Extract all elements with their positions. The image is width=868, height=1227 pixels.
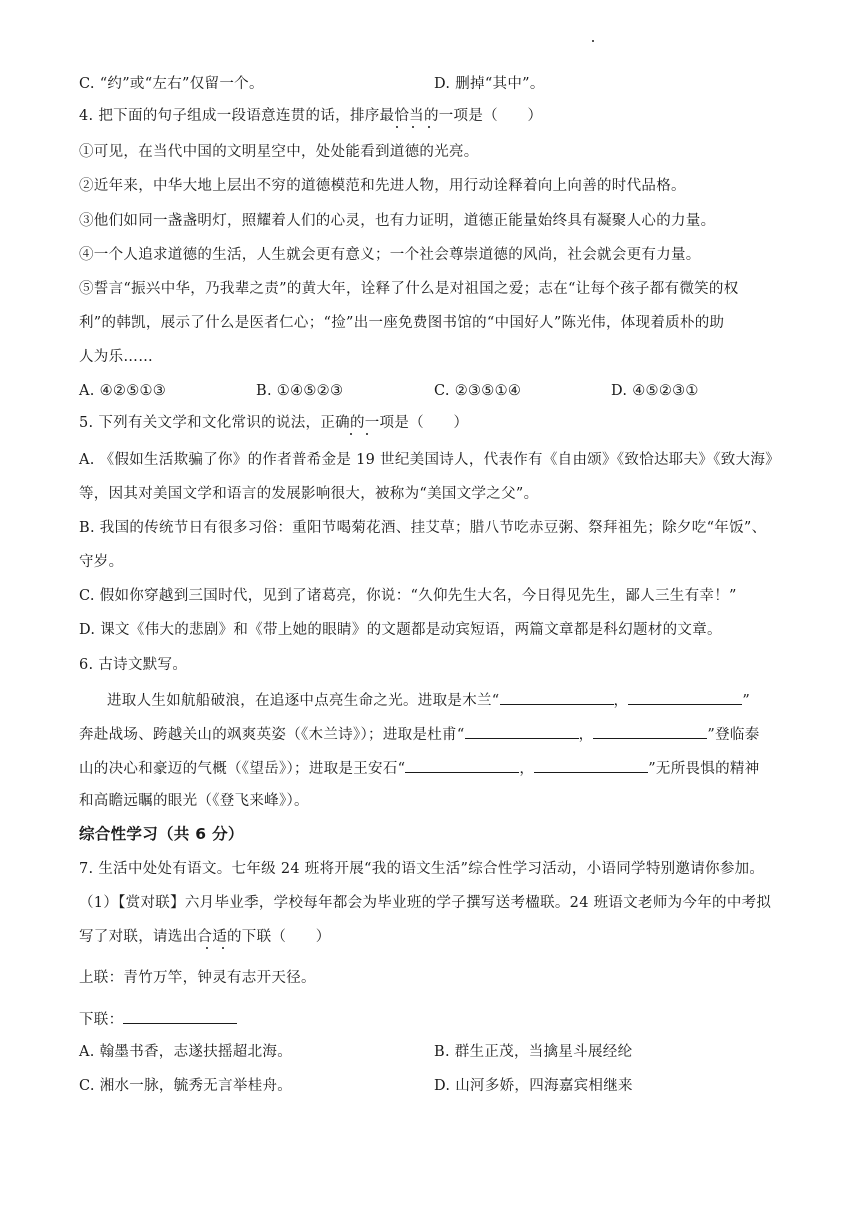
- answer-blank[interactable]: [593, 723, 707, 739]
- emphasis-dot: [396, 126, 398, 128]
- q6-line-2-tail: ”登临泰: [707, 727, 760, 743]
- q5-option-a-line-2: 等，因其对美国文学和语言的发展影响很大，被称为“美国文学之父”。: [79, 486, 539, 502]
- q7-option-d: D. 山河多娇，四海嘉宾相继来: [434, 1078, 633, 1094]
- emphasis-dot: [206, 947, 208, 949]
- comma: ，: [613, 693, 629, 709]
- lower-couplet-line: [79, 1008, 237, 1030]
- emphasis-dot: [412, 126, 414, 128]
- q5-stem: 5. 下列有关文学和文化常识的说法，正确的一项是（ ）: [79, 415, 469, 431]
- q6-line-3-text: 山的决心和豪迈的气概（《望岳》）；进取是王安石“: [79, 761, 406, 777]
- upper-couplet: 上联：青竹万竿，钟灵有志开天径。: [79, 970, 316, 986]
- q3-option-d: D. 删掉“其中”。: [434, 76, 545, 92]
- q4-sentence-3: ③他们如同一盏盏明灯，照耀着人们的心灵，也有力证明，道德正能量始终具有凝聚人心的力量。: [79, 213, 716, 229]
- q4-sentence-2: ②近年来，中华大地上层出不穷的道德模范和先进人物，用行动诠释着向上向善的时代品格。: [79, 178, 686, 194]
- q4-sentence-1: ①可见，在当代中国的文明星空中，处处能看到道德的光亮。: [79, 144, 479, 160]
- q5-option-a-line-1: A. 《假如生活欺骗了你》的作者普希金是 19 世纪美国诗人，代表作有《自由颂》《致恰达耶夫》《致大海》: [79, 452, 780, 468]
- section-heading: 综合性学习（共 6 分）: [79, 825, 244, 843]
- q5-option-d: D. 课文《伟大的悲剧》和《带上她的眼睛》的文题都是动宾短语，两篇文章都是科幻题材的文章。: [79, 622, 722, 638]
- q4-sentence-5-line-2: 利”的韩凯，展示了什么是医者仁心；“捡”出一座免费图书馆的“中国好人”陈光伟，体现着质朴的助: [79, 315, 725, 331]
- close-quote: ”: [742, 693, 751, 709]
- lower-couplet-label: 下联：: [79, 1012, 124, 1028]
- q6-line-1-text: 进取人生如航船破浪，在追逐中点亮生命之光。进取是木兰“: [107, 693, 500, 709]
- q4-stem: 4. 把下面的句子组成一段语意连贯的话，排序最恰当的一项是（ ）: [79, 108, 543, 124]
- q7-option-b: B. 群生正茂，当擒星斗展经纶: [434, 1044, 633, 1060]
- answer-blank[interactable]: [465, 723, 579, 739]
- q7-option-a: A. 翰墨书香，志遂扶摇超北海。: [79, 1044, 292, 1060]
- q6-line-1: [107, 689, 750, 711]
- q7-part1-line-1: （1）【赏对联】六月毕业季，学校每年都会为毕业班的学子撰写送考楹联。24 班语文老师为今年的中考拟: [79, 895, 772, 911]
- q4-sentence-5-line-1: ⑤誓言“振兴中华，乃我辈之责”的黄大年，诠释了什么是对祖国之爱；志在“让每个孩子都有微笑的权: [79, 281, 739, 297]
- q6-line-2-text: 奔赴战场、跨越关山的飒爽英姿（《木兰诗》）；进取是杜甫“: [79, 727, 465, 743]
- q6-line-3-tail: ”无所畏惧的精神: [648, 761, 760, 777]
- q4-option-b: B. ①④⑤②③: [256, 383, 344, 399]
- emphasis-dot: [222, 947, 224, 949]
- q7-stem: 7. 生活中处处有语文。七年级 24 班将开展“我的语文生活”综合性学习活动，小语同学特别邀请你参加。: [79, 861, 765, 877]
- q5-option-b-line-1: B. 我国的传统节日有很多习俗：重阳节喝菊花酒、挂艾草；腊八节吃赤豆粥、祭拜祖先；除夕吃“年饭”、: [79, 520, 767, 536]
- q5-option-c: C. 假如你穿越到三国时代，见到了诸葛亮，你说：“久仰先生大名，今日得见先生，鄙人三生有幸！”: [79, 588, 737, 604]
- q6-stem: 6. 古诗文默写。: [79, 657, 188, 673]
- q3-option-c: C. “约”或“左右”仅留一个。: [79, 76, 264, 92]
- emphasis-dot: [350, 433, 352, 435]
- answer-blank[interactable]: [534, 757, 648, 773]
- q7-part1-line-2: 写了对联，请选出合适的下联（ ）: [79, 929, 331, 945]
- page-mark: [592, 40, 594, 42]
- q4-option-d: D. ④⑤②③①: [611, 383, 699, 399]
- answer-blank[interactable]: [628, 689, 742, 705]
- q5-option-b-line-2: 守岁。: [79, 554, 124, 570]
- q6-line-3: [79, 757, 760, 779]
- q4-sentence-5-line-3: 人为乐……: [79, 349, 153, 365]
- emphasis-dot: [428, 126, 430, 128]
- q4-option-a: A. ④②⑤①③: [79, 383, 167, 399]
- answer-blank[interactable]: [123, 1008, 237, 1024]
- comma: ，: [578, 727, 594, 743]
- emphasis-dot: [366, 433, 368, 435]
- answer-blank[interactable]: [500, 689, 614, 705]
- q4-option-c: C. ②③⑤①④: [434, 383, 522, 399]
- q7-option-c: C. 湘水一脉，毓秀无言举桂舟。: [79, 1078, 293, 1094]
- q6-line-4: 和高瞻远瞩的眼光（《登飞来峰》）。: [79, 793, 309, 809]
- q6-line-2: [79, 723, 760, 745]
- answer-blank[interactable]: [405, 757, 519, 773]
- q4-sentence-4: ④一个人追求道德的生活，人生就会更有意义；一个社会尊崇道德的风尚，社会就会更有力量。: [79, 247, 701, 263]
- comma: ，: [519, 761, 535, 777]
